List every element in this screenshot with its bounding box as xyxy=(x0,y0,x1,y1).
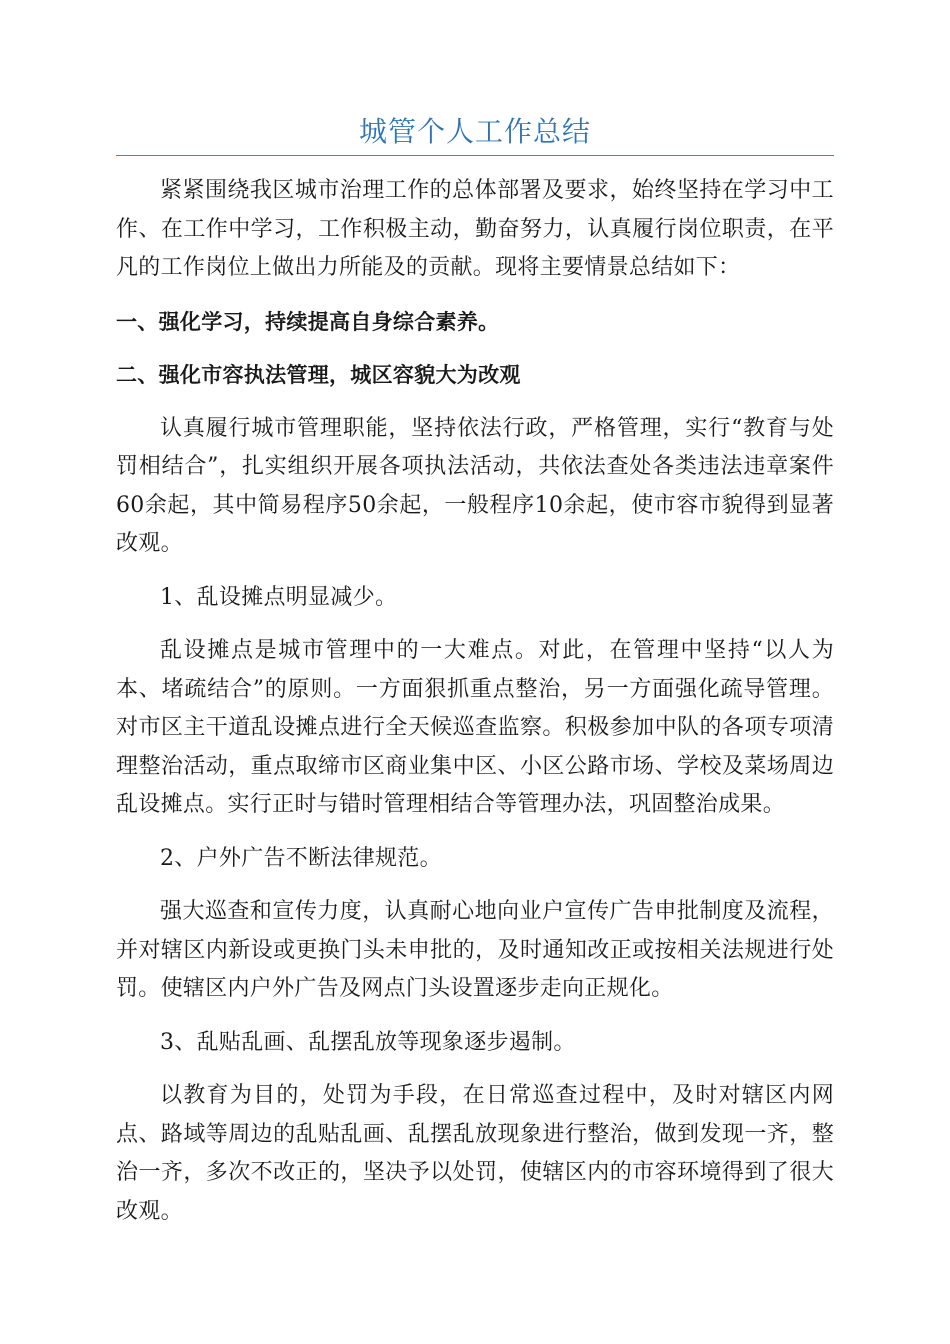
section-heading-1: 一、强化学习，持续提高自身综合素养。 xyxy=(116,309,500,334)
subheading-advertising: 2、户外广告不断法律规范。 xyxy=(160,845,442,871)
intro-paragraph: 紧紧围绕我区城市治理工作的总体部署及要求，始终坚持在学习中工作、在工作中学习，工作积极主动，勤奋努力，认真履行岗位职责，在平凡的工作岗位上做出力所能及的贡献。现将主要情景总结如下： xyxy=(116,178,834,280)
stalls-paragraph: 乱设摊点是城市管理中的一大难点。对此，在管理中坚持“以人为本、堵疏结合”的原则。一方面狠抓重点整治，另一方面强化疏导管理。对市区主干道乱设摊点进行全天候巡查监察。积极参加中队的各项专项清理整治活动，重点取缔市区商业集中区、小区公路市场、学校及菜场周边乱设摊点。实行正时与错时管理相结合等管理办法，巩固整治成果。 xyxy=(116,638,834,817)
document-title: 城管个人工作总结 xyxy=(358,115,591,148)
subheading-stalls: 1、乱设摊点明显减少。 xyxy=(160,584,398,610)
document-body xyxy=(116,172,834,1246)
littering-paragraph: 以教育为目的，处罚为手段，在日常巡查过程中，及时对辖区内网点、路域等周边的乱贴乱画、乱摆乱放现象进行整治，做到发现一齐，整治一齐，多次不改正的，坚决予以处罚，使辖区内的市容环境得到了很大改观。 xyxy=(116,1083,834,1224)
subheading-littering: 3、乱贴乱画、乱摆乱放等现象逐步遏制。 xyxy=(160,1029,576,1055)
enforcement-paragraph: 认真履行城市管理职能，坚持依法行政，严格管理，实行“教育与处罚相结合”，扎实组织开展各项执法活动，共依法查处各类违法违章案件60余起，其中简易程序50余起，一般程序10余起，使市容市貌得到显著改观。 xyxy=(116,415,834,556)
title-underline xyxy=(116,155,834,156)
advertising-paragraph: 强大巡查和宣传力度，认真耐心地向业户宣传广告申批制度及流程，并对辖区内新设或更换门头未申批的，及时通知改正或按相关法规进行处罚。使辖区内户外广告及网点门头设置逐步走向正规化。 xyxy=(116,899,834,1001)
section-heading-2: 二、强化市容执法管理，城区容貌大为改观 xyxy=(116,363,521,387)
